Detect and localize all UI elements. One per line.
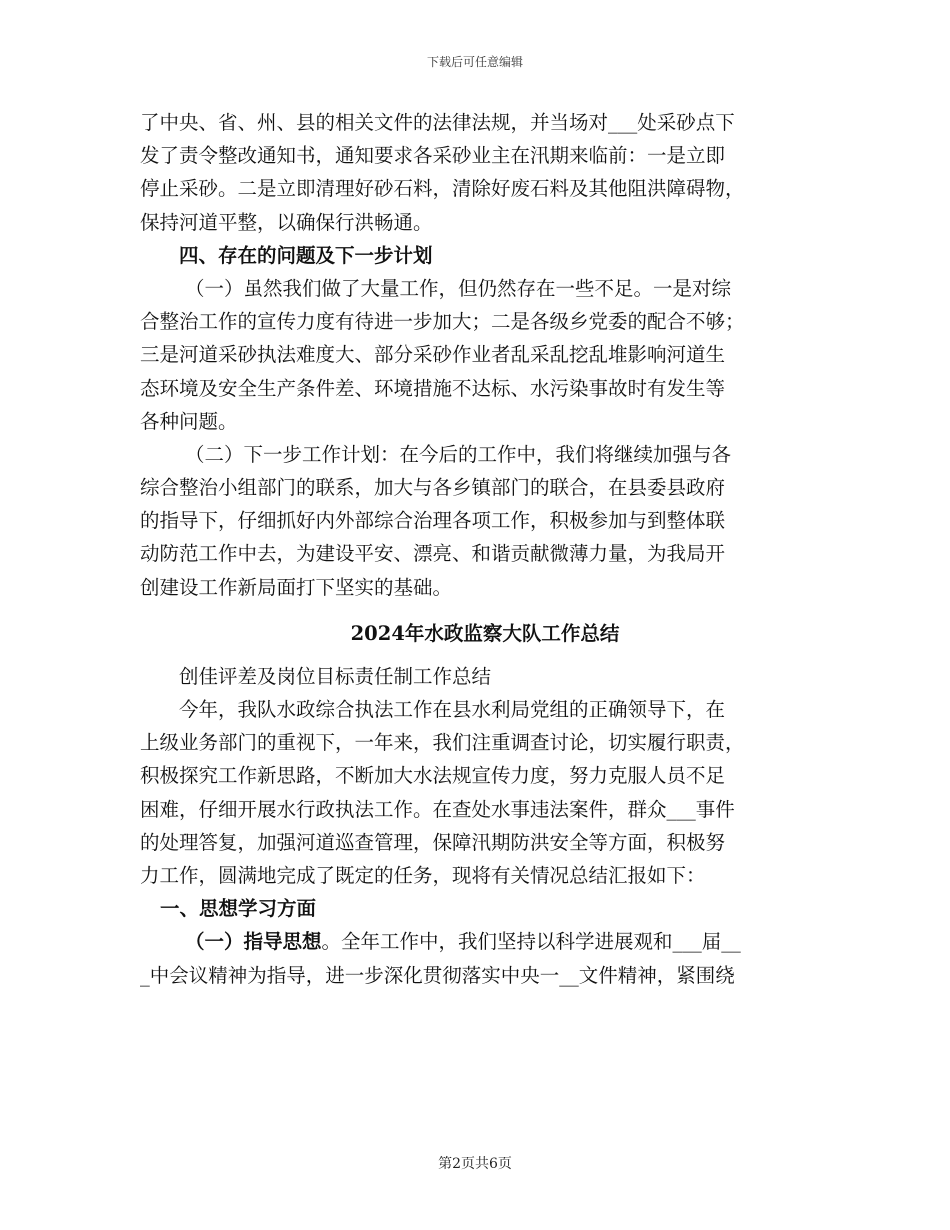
body-line: 合整治工作的宣传力度有待进一步加大；二是各级乡党委的配合不够； [140, 310, 745, 334]
body-line: 积极探究工作新思路，不断加大水法规宣传力度，努力克服人员不足 [140, 764, 726, 788]
body-line: 力工作，圆满地完成了既定的任务，现将有关情况总结汇报如下： [140, 863, 706, 887]
body-line: 各种问题。 [140, 409, 238, 433]
body-line: 综合整治小组部门的联系，加大与各乡镇部门的联合，在县委县政府 [140, 476, 726, 500]
page-header: 下载后可任意编辑 [426, 55, 523, 69]
body-line: 态环境及安全生产条件差、环境措施不达标、水污染事故时有发生等 [140, 376, 726, 400]
body-line: （一）虽然我们做了大量工作，但仍然存在一些不足。一是对综 [185, 276, 732, 300]
body-line: 的指导下，仔细抓好内外部综合治理各项工作，积极参加与到整体联 [140, 509, 726, 533]
body-line: 了中央、省、州、县的相关文件的法律法规，并当场对___处采砂点下 [140, 111, 735, 134]
body-text: 。全年工作中，我们坚持以科学进展观和___届__ [321, 930, 741, 954]
body-line: 发了责令整改通知书，通知要求各采砂业主在汛期来临前：一是立即 [140, 144, 726, 168]
page-footer: 第2页共6页 [438, 1156, 512, 1172]
body-line: 保持河道平整，以确保行洪畅通。 [140, 210, 433, 234]
document-title: 2024年水政监察大队工作总结 [350, 621, 620, 645]
body-line: 创建设工作新局面打下坚实的基础。 [140, 575, 453, 599]
body-line: 停止采砂。二是立即清理好砂石料，清除好废石料及其他阻洪障碍物， [140, 177, 745, 201]
body-line: 困难，仔细开展水行政执法工作。在查处水事违法案件，群众___事件 [140, 797, 735, 821]
body-line: _中会议精神为指导，进一步深化贯彻落实中央一__文件精神，紧围绕 [140, 963, 735, 987]
body-line [140, 925, 830, 958]
subtitle-line: 创佳评差及岗位目标责任制工作总结 [179, 664, 492, 688]
body-line: 动防范工作中去，为建设平安、漂亮、和谐贡献微薄力量，为我局开 [140, 542, 726, 566]
body-line: 今年，我队水政综合执法工作在县水利局党组的正确领导下，在 [179, 698, 726, 721]
body-line: 上级业务部门的重视下，一年来，我们注重调查讨论，切实履行职责， [140, 731, 745, 755]
body-line: （二）下一步工作计划：在今后的工作中，我们将继续加强与各 [185, 442, 732, 466]
document-body [140, 106, 830, 992]
section-heading: 一、思想学习方面 [160, 897, 317, 921]
body-line: 的处理答复，加强河道巡查管理，保障汛期防洪安全等方面，积极努 [140, 830, 726, 854]
subsection-heading: （一）指导思想 [185, 930, 322, 954]
body-line: 三是河道采砂执法难度大、部分采砂作业者乱采乱挖乱堆影响河道生 [140, 343, 726, 367]
section-heading: 四、存在的问题及下一步计划 [179, 243, 433, 267]
